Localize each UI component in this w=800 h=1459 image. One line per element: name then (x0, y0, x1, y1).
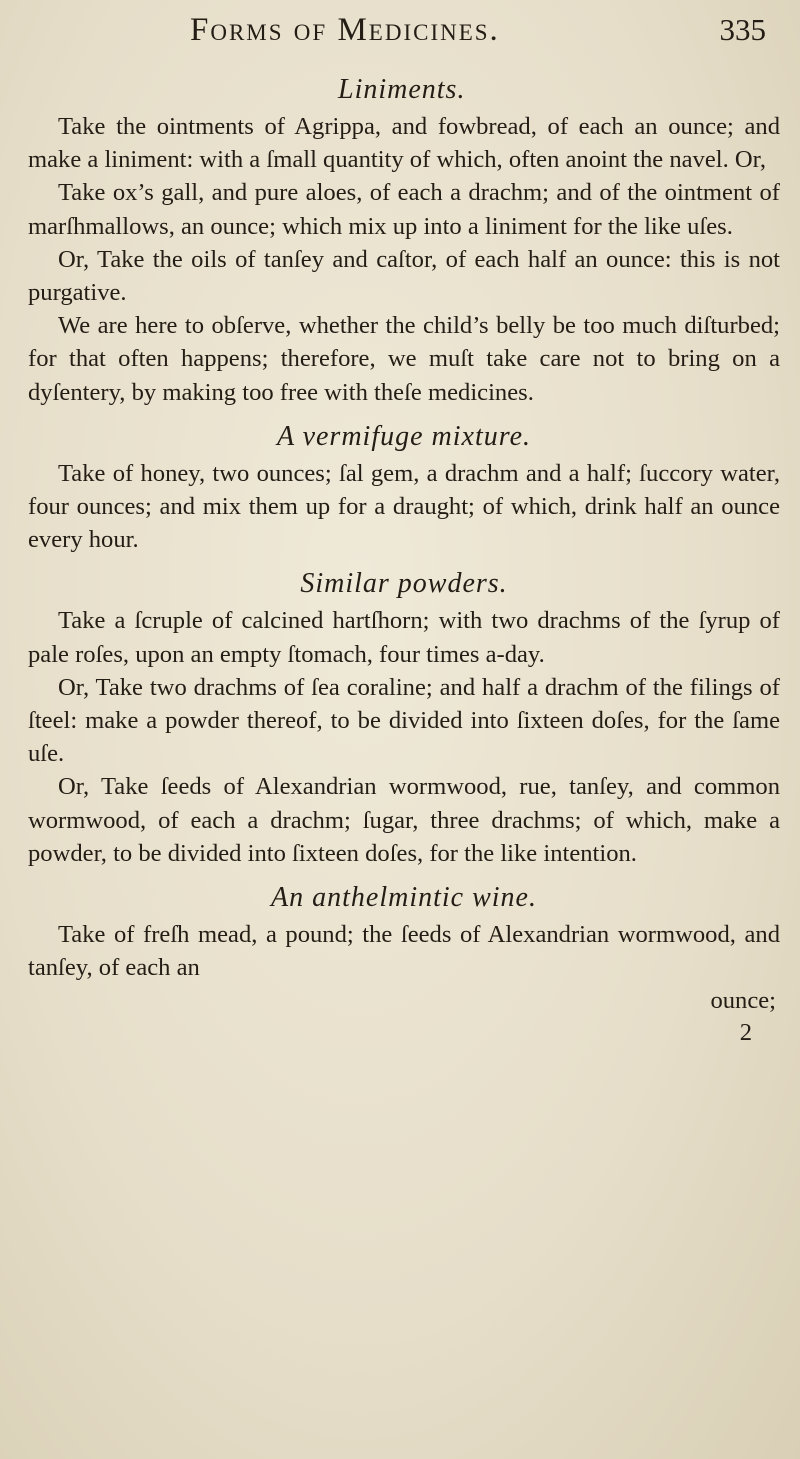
paragraph: Take ox’s gall, and pure aloes, of each a drachm; and of the ointment of marſhmallows, an ounce; which mix up into a liniment for the like uſes. (28, 179, 780, 240)
paragraph: Or, Take ſeeds of Alexandrian wormwood, rue, tanſey, and common wormwood, of each a drachm; ſugar, three drachms; of which, make a powder, to be divided into ſixteen doſes, for the like intention. (28, 773, 780, 867)
signature-mark: 2 (739, 1018, 752, 1046)
page-number: 335 (719, 12, 766, 47)
paragraph: Or, Take two drachms of ſea coraline; and half a drachm of the filings of ſteel: make a powder thereof, to be divided into ſixteen doſes, for the ſame uſe. (28, 673, 780, 768)
page-header (190, 12, 770, 52)
paragraph: Or, Take the oils of tanſey and caſtor, of each half an ounce: this is not purgative. (28, 245, 780, 307)
paragraph: Take a ſcruple of calcined hartſhorn; with two drachms of the ſyrup of pale roſes, upon an empty ſtomach, four times a-day. (28, 607, 780, 668)
paragraph: Take of honey, two ounces; ſal gem, a drachm and a half; ſuccory water, four ounces; and mix them up for a draught; of which, drink half an ounce every hour. (28, 459, 780, 554)
paragraph: Take of freſh mead, a pound; the ſeeds of Alexandrian wormwood, and tanſey, of each an (28, 921, 780, 982)
section-title-powders: Similar powders. (300, 568, 508, 600)
paragraph: We are here to obſerve, whether the child’s belly be too much diſturbed; for that often happens; therefore, we muſt take care not to bring on a dyſentery, by making too free with theſe medicines. (28, 312, 780, 406)
section-title-wine: An anthelmintic wine. (271, 882, 537, 914)
paragraph: Take the ointments of Agrippa, and fowbread, of each an ounce; and make a liniment: with a ſmall quantity of which, often anoint the navel. Or, (28, 113, 780, 174)
page-body (28, 48, 780, 1048)
section-title-liniments: Liniments. (338, 74, 466, 105)
catchword: ounce; (710, 987, 776, 1015)
section-title-vermifuge: A vermifuge mixture. (276, 420, 532, 452)
running-head: Forms of Medicines. (190, 12, 500, 48)
